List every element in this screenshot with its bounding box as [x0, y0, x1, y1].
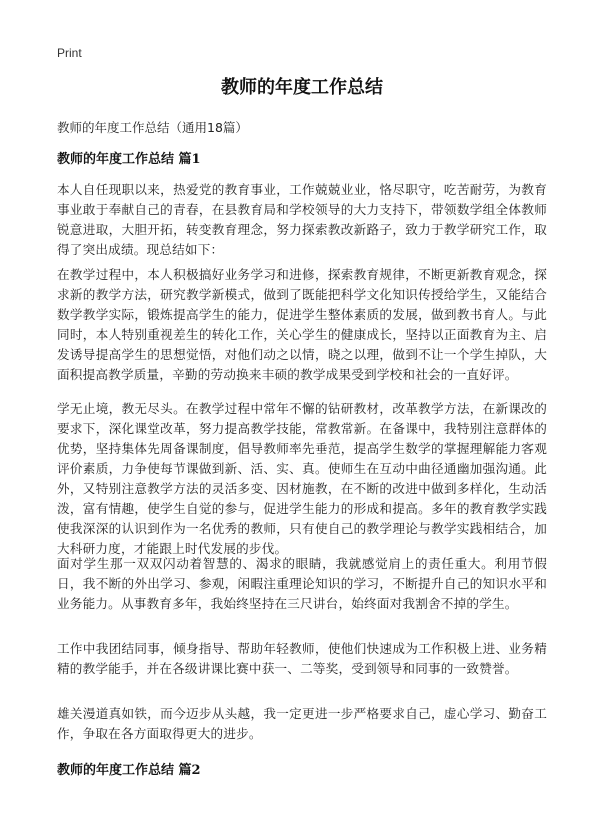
paragraph-3: 学无止境，教无尽头。在教学过程中常年不懈的钻研教材，改革教学方法，在新课改的要求下，深化课堂改革，努力提高教学技能，常教常新。在备课中，我特别注意群体的优势，坚持集体先周备课制度，倡导教师率先垂范，提高学生数学的掌握理解能力客观评价素质，力争使每节课做到新、活、实、真。使师生在互动中曲径通幽加强沟通。此外，又特别注意教学方法的灵活多变、因材施教，在不断的改进中做到多样化，生动活泼，富有情趣，使学生自觉的参与，促进学生能力的形成和提高。多年的教育教学实践使我深深的认识到作为一名优秀的教师，只有使自己的教学理论与教学实践相结合，加大科研力度，才能跟上时代发展的步伐。 — [57, 401, 547, 556]
paragraph-2: 在教学过程中，本人积极搞好业务学习和进修，探索教育规律，不断更新教育观念，探求新的教学方法，研究教学新模式，做到了既能把科学文化知识传授给学生，又能结合数学教学实际，锻炼提高学生的能力，促进学生整体素质的发展，做到教书育人。与此同时，本人特别重视差生的转化工作，关心学生的健康成长，坚持以正面教育为主、启发诱导提高学生的思想觉悟，对他们动之以情，晓之以理，做到不让一个学生掉队，大面积提高教学质量，辛勤的劳动换来丰硕的教学成果受到学校和社会的一直好评。 — [57, 267, 547, 382]
paragraph-5: 工作中我团结同事，倾身指导、帮助年轻教师，使他们快速成为工作积极上进、业务精精的教学能手，并在各级讲课比赛中获一、二等奖，受到领导和同事的一致赞誉。 — [57, 641, 547, 676]
paragraph-4: 面对学生那一双双闪动着智慧的、渴求的眼睛，我就感觉肩上的责任重大。利用节假日，我不断的外出学习、参观，闲暇注重理论知识的学习，不断提升自己的知识水平和业务能力。从事教育多年，我始终坚持在三尺讲台，始终面对我割舍不掉的学生。 — [57, 556, 547, 611]
page-title: 教师的年度工作总结 — [221, 77, 383, 98]
paragraph-6: 雄关漫道真如铁，而今迈步从头越，我一定更进一步严格要求自己，虚心学习、勤奋工作，争取在各方面取得更大的进步。 — [57, 706, 547, 741]
section-heading-2: 教师的年度工作总结 篇2 — [57, 763, 201, 778]
document-subtitle: 教师的年度工作总结（通用18篇） — [57, 120, 248, 135]
paragraph-1: 本人自任现职以来，热爱党的教育事业，工作兢兢业业，恪尽职守，吃苦耐劳，为教育事业敢于奉献自己的青春，在县教育局和学校领导的大力支持下，带领数学组全体教师锐意进取，大胆开拓，转变教育理念，努力探索教改新路子，致力于教学研究工作，取得了突出成绩。现总结如下： — [57, 182, 547, 257]
print-link[interactable]: Print — [57, 46, 82, 60]
section-heading-1: 教师的年度工作总结 篇1 — [57, 152, 201, 167]
